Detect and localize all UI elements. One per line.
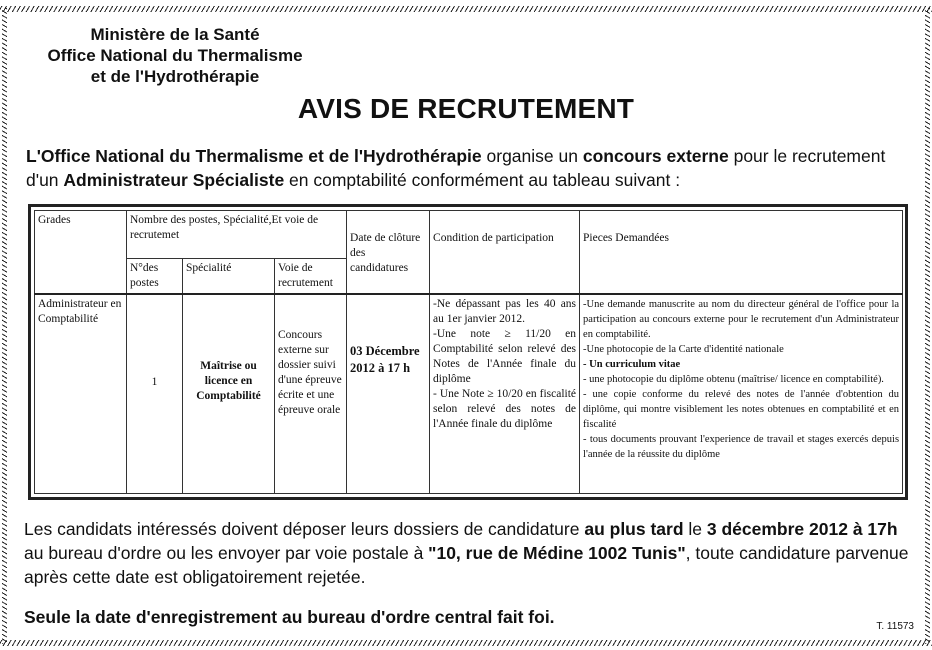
condition-fiscalite: - Une Note ≥ 10/20 en fiscalité selon relevé des notes de l'Année finale du diplôme xyxy=(433,388,577,430)
condition-age: -Ne dépassant pas les 40 ans au 1er janvier 2012. xyxy=(433,298,577,325)
piece-demande: -Une demande manuscrite au nom du directeur général de l'office pour la participation au concours externe pour le recrutement d'un Administrateur en comptabilité. xyxy=(583,299,900,340)
page-title: AVIS DE RECRUTEMENT xyxy=(297,93,635,124)
piece-cin: -Une photocopie de la Carte d'identité nationale xyxy=(583,344,784,355)
footer-text-2: le xyxy=(683,519,707,539)
condition-comptabilite: -Une note ≥ 11/20 en Comptabilité selon relevé des Notes de l'Année finale du diplôme xyxy=(433,328,577,385)
header-nb-postes: N°des postes xyxy=(127,259,183,295)
final-note: Seule la date d'enregistrement au bureau d'ordre central fait foi. xyxy=(24,607,555,627)
office-line-2: et de l'Hydrothérapie xyxy=(90,67,260,86)
header-nombre: Nombre des postes, Spécialité,Et voie de recrutemet xyxy=(127,211,347,259)
ministry-header xyxy=(40,24,310,87)
intro-concours: concours externe xyxy=(582,146,729,166)
recruitment-table-frame xyxy=(28,204,908,500)
piece-diplome: - une photocopie du diplôme obtenu (maîtrise/ licence en comptabilité). xyxy=(583,374,884,385)
cell-grade: Administrateur en Comptabilité xyxy=(35,294,127,494)
header-voie: Voie de recrutement xyxy=(275,259,347,295)
intro-paragraph xyxy=(26,144,916,192)
intro-poste: Administrateur Spécialiste xyxy=(63,170,285,190)
footer-text-4: , toute candidature parvenue après cette date est obligatoirement rejetée. xyxy=(24,543,909,587)
recruitment-table xyxy=(34,210,903,494)
office-line: Office National du Thermalisme xyxy=(47,46,303,65)
piece-experience: - tous documents prouvant l'experience de travail et stages exercés depuis l'année de la réussite du diplôme xyxy=(583,434,900,460)
intro-text-2: pour le recrutement d'un xyxy=(26,146,886,190)
footer-au-plus-tard: au plus tard xyxy=(584,519,684,539)
footer-deadline: 3 décembre 2012 à 17h xyxy=(706,519,898,539)
intro-text-3: en comptabilité conformément au tableau suivant : xyxy=(284,170,681,190)
ministry-line: Ministère de la Santé xyxy=(90,25,260,44)
footer-address: "10, rue de Médine 1002 Tunis" xyxy=(428,543,686,563)
header-condition: Condition de participation xyxy=(430,211,580,295)
piece-cv: - Un curriculum vitae xyxy=(583,359,681,370)
bottom-hatched-border xyxy=(0,640,932,646)
top-hatched-border xyxy=(0,6,932,12)
footer-paragraph xyxy=(24,517,919,589)
footer-text-1: Les candidats intéressés doivent déposer leurs dossiers de candidature xyxy=(24,519,585,539)
reference-number: T. 11573 xyxy=(876,621,914,632)
intro-org: L'Office National du Thermalisme et de l'Hydrothérapie xyxy=(26,146,482,166)
cell-pieces xyxy=(580,294,903,494)
cell-specialite: Maîtrise ou licence en Comptabilité xyxy=(183,294,275,494)
piece-releve: - une copie conforme du relevé des notes de l'année d'obtention du diplôme, qui montre visiblement les notes obtenues en comptabilité et en fiscalité xyxy=(583,389,900,430)
header-grades: Grades xyxy=(35,211,127,295)
cell-voie: Concours externe sur dossier suivi d'une épreuve écrite et une épreuve orale xyxy=(275,294,347,494)
header-specialite: Spécialité xyxy=(183,259,275,295)
header-pieces: Pieces Demandées xyxy=(580,211,903,295)
intro-text-1: organise un xyxy=(481,146,583,166)
header-date: Date de clôture des candidatures xyxy=(347,211,430,295)
footer-text-3: au bureau d'ordre ou les envoyer par voie postale à xyxy=(24,543,429,563)
cell-date: 03 Décembre 2012 à 17 h xyxy=(347,294,430,494)
cell-nb-postes: 1 xyxy=(127,294,183,494)
cell-condition xyxy=(430,294,580,494)
table-row xyxy=(35,294,903,494)
